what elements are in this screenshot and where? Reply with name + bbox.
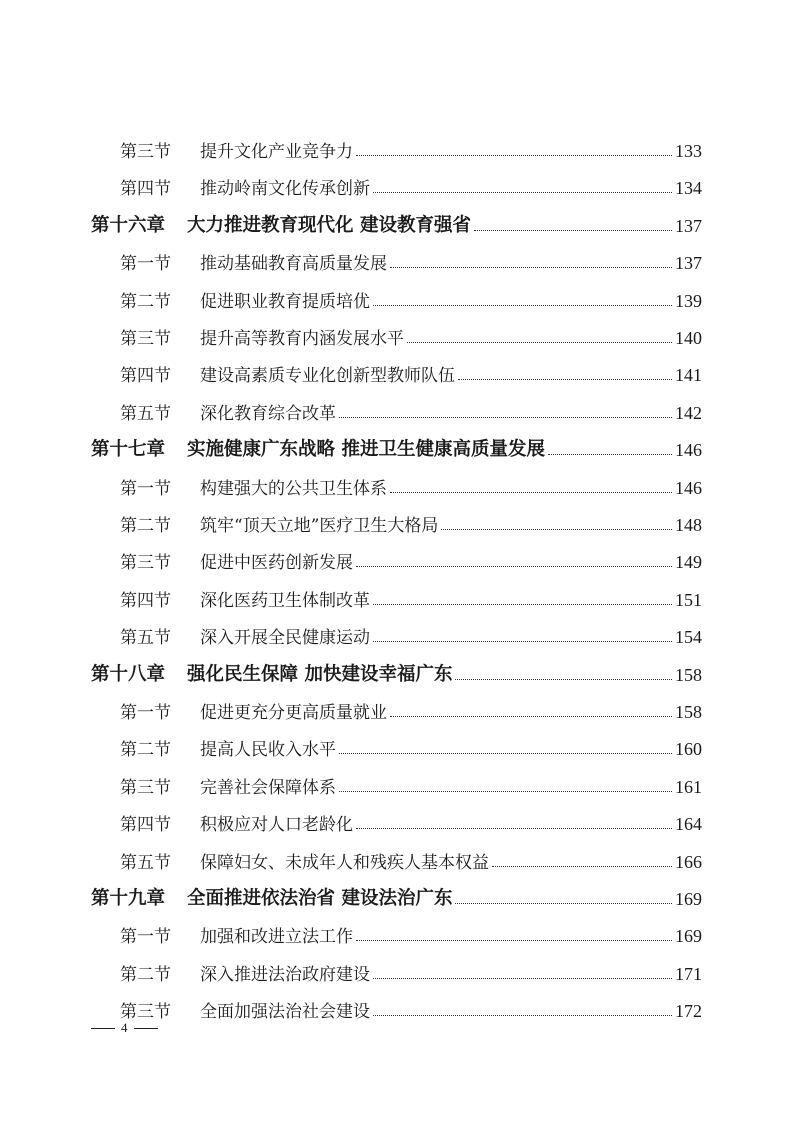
footer-dash-right [134, 1028, 158, 1029]
toc-leader-dots [373, 978, 672, 979]
toc-entry-title: 推动岭南文化传承创新 [200, 179, 370, 200]
toc-section-row [120, 911, 702, 947]
footer-page-number: 4 [121, 1020, 128, 1035]
toc-entry-number: 第三节 [120, 329, 171, 349]
toc-entry-title: 全面推进依法治省 建设法治广东 [187, 888, 453, 909]
toc-section-row [120, 762, 702, 798]
toc-entry-page: 137 [675, 253, 702, 274]
toc-chapter-row [91, 425, 702, 461]
toc-entry-number: 第二节 [120, 516, 171, 536]
toc-leader-dots [390, 716, 672, 717]
toc-section-row [120, 537, 702, 573]
toc-entry-number: 第一节 [120, 254, 171, 275]
toc-leader-dots [373, 641, 672, 642]
toc-leader-dots [339, 753, 672, 754]
toc-section-row [120, 612, 702, 648]
toc-entry-title: 实施健康广东战略 推进卫生健康高质量发展 [187, 439, 545, 461]
toc-entry-page: 169 [675, 926, 702, 947]
toc-section-row [120, 799, 702, 835]
toc-section-row [120, 163, 702, 199]
toc-entry-page: 133 [675, 141, 702, 161]
toc-leader-dots [339, 417, 672, 418]
toc-chapter-row [91, 874, 702, 910]
toc-chapter-row [91, 201, 702, 237]
toc-entry-number: 第二节 [120, 291, 171, 312]
toc-entry-title: 积极应对人口老龄化 [200, 815, 353, 836]
toc-leader-dots [441, 529, 672, 530]
toc-entry-page: 134 [675, 178, 702, 199]
toc-section-row [120, 276, 702, 312]
toc-entry-page: 172 [675, 1001, 702, 1022]
toc-section-row [120, 949, 702, 985]
toc-entry-page: 171 [675, 963, 702, 984]
toc-section-row [120, 500, 702, 536]
toc-leader-dots [390, 492, 672, 493]
page-footer [91, 1020, 158, 1036]
toc-entry-number: 第十八章 [91, 663, 166, 685]
toc-entry-number: 第五节 [120, 403, 171, 424]
toc-section-row [120, 388, 702, 424]
toc-entry-title: 全面加强法治社会建设 [200, 1002, 370, 1023]
toc-entry-page: 164 [675, 814, 702, 835]
toc-section-row [120, 575, 702, 611]
toc-entry-number: 第四节 [120, 366, 171, 387]
toc-entry-title: 筑牢“顶天立地”医疗卫生大格局 [200, 516, 439, 536]
toc-entry-page: 139 [675, 290, 702, 311]
footer-dash-left [91, 1028, 115, 1029]
toc-entry-title: 提升高等教育内涵发展水平 [200, 329, 404, 349]
toc-entry-number: 第四节 [120, 179, 171, 200]
toc-section-row [120, 350, 702, 386]
toc-leader-dots [373, 305, 672, 306]
toc-entry-title: 完善社会保障体系 [200, 777, 336, 798]
toc-entry-number: 第一节 [120, 478, 171, 499]
toc-entry-title: 深化医药卫生体制改革 [200, 590, 370, 611]
toc-entry-page: 158 [675, 664, 702, 685]
toc-entry-title: 提升文化产业竞争力 [200, 142, 353, 162]
toc-entry-title: 促进更充分更高质量就业 [200, 703, 387, 723]
toc-section-row [120, 463, 702, 499]
toc-entry-page: 160 [675, 739, 702, 760]
toc-entry-title: 推动基础教育高质量发展 [200, 254, 387, 275]
toc-section-row [120, 724, 702, 760]
toc-entry-page: 148 [675, 515, 702, 535]
toc-entry-number: 第十七章 [91, 439, 166, 461]
toc-entry-page: 141 [675, 365, 702, 386]
toc-entry-title: 深入开展全民健康运动 [200, 628, 370, 649]
toc-entry-number: 第十六章 [91, 214, 166, 236]
toc-entry-title: 深入推进法治政府建设 [200, 964, 370, 985]
toc-leader-dots [455, 903, 672, 904]
toc-section-row [120, 687, 702, 723]
toc-leader-dots [356, 828, 672, 829]
toc-leader-dots [474, 230, 672, 231]
toc-chapter-row [91, 650, 702, 686]
toc-entry-number: 第一节 [120, 927, 171, 948]
toc-entry-number: 第四节 [120, 590, 171, 611]
toc-entry-number: 第一节 [120, 703, 171, 723]
toc-entry-page: 169 [675, 889, 702, 909]
toc-entry-title: 强化民生保障 加快建设幸福广东 [187, 663, 453, 685]
toc-leader-dots [373, 604, 672, 605]
toc-entry-title: 深化教育综合改革 [200, 403, 336, 424]
toc-leader-dots [356, 155, 672, 156]
toc-entry-page: 137 [675, 215, 702, 236]
toc-leader-dots [373, 192, 672, 193]
toc-entry-number: 第五节 [120, 628, 171, 649]
toc-section-row [120, 238, 702, 274]
toc-entry-number: 第三节 [120, 142, 171, 162]
toc-entry-number: 第二节 [120, 964, 171, 985]
toc-entry-page: 151 [675, 589, 702, 610]
toc-leader-dots [390, 267, 672, 268]
toc-section-row [120, 126, 702, 162]
toc-entry-number: 第三节 [120, 1002, 171, 1023]
toc-entry-number: 第四节 [120, 815, 171, 836]
toc-entry-page: 154 [675, 627, 702, 648]
toc-section-row [120, 313, 702, 349]
toc-entry-number: 第十九章 [91, 888, 166, 909]
toc-entry-title: 建设高素质专业化创新型教师队伍 [200, 366, 455, 387]
toc-entry-page: 161 [675, 776, 702, 797]
toc-entry-page: 166 [675, 851, 702, 872]
toc-entry-number: 第五节 [120, 852, 171, 873]
toc-entry-page: 146 [675, 440, 702, 461]
toc-entry-title: 提高人民收入水平 [200, 740, 336, 761]
toc-entry-number: 第二节 [120, 740, 171, 761]
toc-leader-dots [458, 379, 672, 380]
toc-entry-number: 第三节 [120, 777, 171, 798]
toc-leader-dots [455, 679, 672, 680]
toc-entry-title: 促进职业教育提质培优 [200, 291, 370, 312]
toc-leader-dots [548, 454, 672, 455]
toc-section-row [120, 986, 702, 1022]
toc-entry-title: 构建强大的公共卫生体系 [200, 478, 387, 499]
toc-entry-title: 保障妇女、未成年人和残疾人基本权益 [200, 852, 489, 873]
toc-entry-title: 大力推进教育现代化 建设教育强省 [187, 214, 471, 236]
toc-entry-page: 146 [675, 477, 702, 498]
toc-entry-number: 第三节 [120, 553, 171, 574]
toc-entry-page: 149 [675, 552, 702, 573]
toc-entry-page: 142 [675, 402, 702, 423]
toc-leader-dots [356, 940, 672, 941]
toc-entry-title: 加强和改进立法工作 [200, 927, 353, 948]
toc-entry-page: 140 [675, 328, 702, 348]
toc-leader-dots [356, 566, 672, 567]
toc-leader-dots [373, 1015, 672, 1016]
toc-entry-title: 促进中医药创新发展 [200, 553, 353, 574]
toc-entry-page: 158 [675, 702, 702, 722]
toc-leader-dots [407, 342, 672, 343]
toc-section-row [120, 837, 702, 873]
toc-leader-dots [339, 791, 672, 792]
toc-leader-dots [492, 866, 672, 867]
